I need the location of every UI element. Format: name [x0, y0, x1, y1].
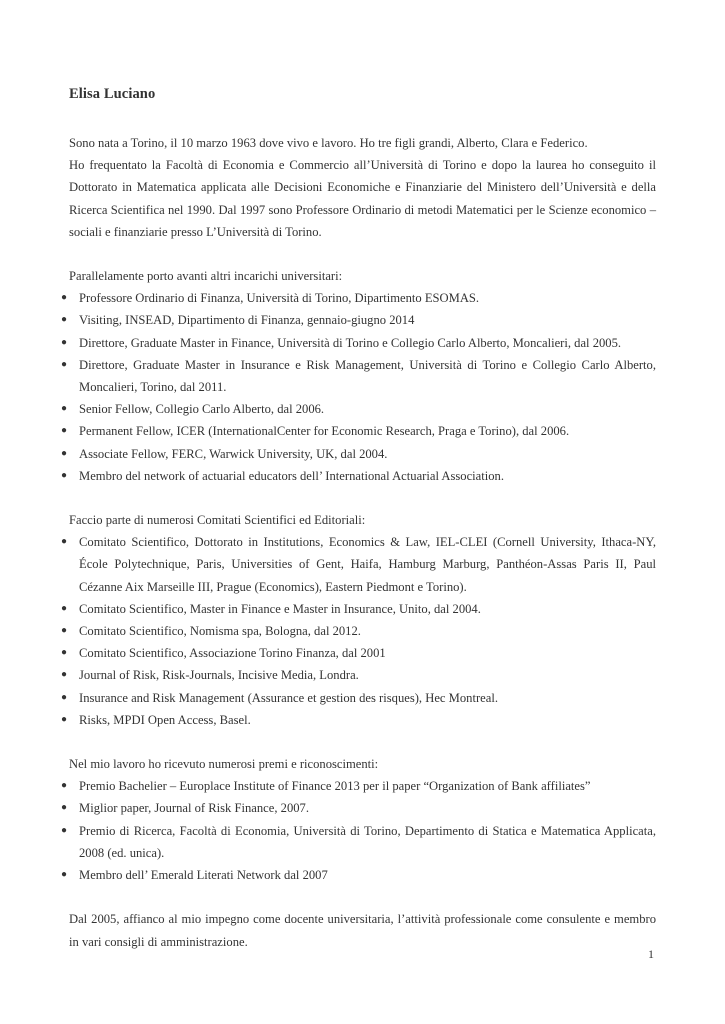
- document-body: [61, 132, 656, 953]
- committees-list: [61, 531, 656, 731]
- bullet-icon: ●: [61, 469, 68, 481]
- list-item-text: Comitato Scientifico, Dottorato in Institutions, Economics & Law, IEL-CLEI (Cornell University, Ithaca-NY, École Polytechnique, Paris, Universities of Gent, Haifa, Hamburg Marburg, Panthéon-Assas Paris II, Paul Cézanne Aix Marseille III, Prague (Economics), Eastern Piedmont e Torino).: [79, 535, 656, 594]
- positions-heading: Parallelamente porto avanti altri incarichi universitari:: [69, 269, 343, 284]
- list-item-text: Comitato Scientifico, Nomisma spa, Bologna, dal 2012.: [79, 624, 361, 639]
- list-item: [61, 820, 656, 864]
- bullet-icon: ●: [61, 314, 68, 326]
- list-item: [61, 332, 656, 354]
- bullet-icon: ●: [61, 713, 68, 725]
- list-item: [61, 620, 656, 642]
- bullet-icon: ●: [61, 669, 68, 681]
- paragraph-spacer: [69, 487, 656, 509]
- list-item-text: Comitato Scientifico, Master in Finance e Master in Insurance, Unito, dal 2004.: [79, 601, 481, 616]
- paragraph-spacer: [69, 731, 656, 753]
- list-item-text: Membro dell’ Emerald Literati Network dal 2007: [79, 868, 328, 883]
- bullet-icon: ●: [61, 647, 68, 659]
- bullet-icon: ●: [61, 403, 68, 415]
- list-item-text: Premio di Ricerca, Facoltà di Economia, Università di Torino, Departimento di Statica e Matematica Applicata, 2008 (ed. unica).: [79, 823, 656, 860]
- bullet-icon: ●: [61, 447, 68, 459]
- bullet-icon: ●: [61, 691, 68, 703]
- list-item: [61, 354, 656, 398]
- list-item: [61, 709, 656, 731]
- intro-paragraph-education: Ho frequentato la Facoltà di Economia e Commercio all’Università di Torino e dopo la laurea ho conseguito il Dottorato in Matematica applicata alle Decisioni Economiche e Finanziarie del Ministero dell’Università e della Ricerca Scientifica nel 1990. Dal 1997 sono Professore Ordinario di metodi Matematici per le Scienze economico – sociali e finanziarie presso L’Università di Torino.: [69, 158, 656, 239]
- list-item: [61, 531, 656, 598]
- list-item: [61, 465, 656, 487]
- bullet-icon: ●: [61, 602, 68, 614]
- committees-heading: Faccio parte di numerosi Comitati Scientifici ed Editoriali:: [69, 513, 366, 528]
- paragraph-spacer: [69, 886, 656, 908]
- list-item-text: Permanent Fellow, ICER (InternationalCenter for Economic Research, Praga e Torino), dal 2006.: [79, 424, 570, 439]
- list-item-text: Direttore, Graduate Master in Insurance e Risk Management, Università di Torino e Collegio Carlo Alberto, Moncalieri, Torino, dal 2011.: [79, 357, 656, 395]
- list-item-text: Insurance and Risk Management (Assurance et gestion des risques), Hec Montreal.: [79, 690, 498, 705]
- bullet-icon: ●: [61, 336, 68, 348]
- positions-list: [61, 287, 656, 487]
- list-item-text: Associate Fellow, FERC, Warwick University, UK, dal 2004.: [79, 446, 388, 461]
- list-item: [61, 598, 656, 620]
- bullet-icon: ●: [61, 536, 68, 548]
- author-name: Elisa Luciano: [69, 86, 156, 102]
- list-item: [61, 309, 656, 331]
- list-item-text: Direttore, Graduate Master in Finance, Università di Torino e Collegio Carlo Alberto, Moncalieri, dal 2005.: [79, 335, 622, 350]
- list-item-text: Journal of Risk, Risk-Journals, Incisive Media, Londra.: [79, 668, 359, 683]
- list-item-text: Comitato Scientifico, Associazione Torino Finanza, dal 2001: [79, 646, 386, 661]
- list-item: [61, 642, 656, 664]
- list-item-text: Professore Ordinario di Finanza, Università di Torino, Dipartimento ESOMAS.: [79, 291, 480, 306]
- list-item-text: Membro del network of actuarial educators dell’ International Actuarial Association.: [79, 468, 505, 483]
- bullet-icon: ●: [61, 824, 68, 836]
- list-item: [61, 287, 656, 309]
- bullet-icon: ●: [61, 802, 68, 814]
- list-item: [61, 797, 656, 819]
- list-item: [61, 443, 656, 465]
- intro-paragraph-personal: Sono nata a Torino, il 10 marzo 1963 dove vivo e lavoro. Ho tre figli grandi, Alberto, Clara e Federico.: [69, 136, 588, 150]
- list-item: [61, 687, 656, 709]
- paragraph-spacer: [69, 243, 656, 265]
- list-item-text: Miglior paper, Journal of Risk Finance, 2007.: [79, 801, 309, 816]
- page-number: 1: [648, 947, 654, 961]
- bullet-icon: ●: [61, 358, 68, 370]
- bullet-icon: ●: [61, 625, 68, 637]
- list-item: [61, 420, 656, 442]
- closing-paragraph: Dal 2005, affianco al mio impegno come docente universitaria, l’attività professionale come consulente e membro in vari consigli di amministrazione.: [69, 912, 656, 949]
- bullet-icon: ●: [61, 292, 68, 304]
- list-item-text: Premio Bachelier – Europlace Institute of Finance 2013 per il paper “Organization of Bank affiliates”: [79, 779, 591, 794]
- awards-list: [61, 775, 656, 886]
- bullet-icon: ●: [61, 780, 68, 792]
- list-item: [61, 398, 656, 420]
- list-item-text: Risks, MPDI Open Access, Basel.: [79, 712, 251, 727]
- list-item: [61, 775, 656, 797]
- awards-heading: Nel mio lavoro ho ricevuto numerosi premi e riconoscimenti:: [69, 757, 379, 772]
- list-item-text: Visiting, INSEAD, Dipartimento di Finanza, gennaio-giugno 2014: [79, 313, 415, 328]
- bullet-icon: ●: [61, 869, 68, 881]
- list-item: [61, 864, 656, 886]
- list-item-text: Senior Fellow, Collegio Carlo Alberto, dal 2006.: [79, 402, 325, 417]
- list-item: [61, 664, 656, 686]
- bullet-icon: ●: [61, 425, 68, 437]
